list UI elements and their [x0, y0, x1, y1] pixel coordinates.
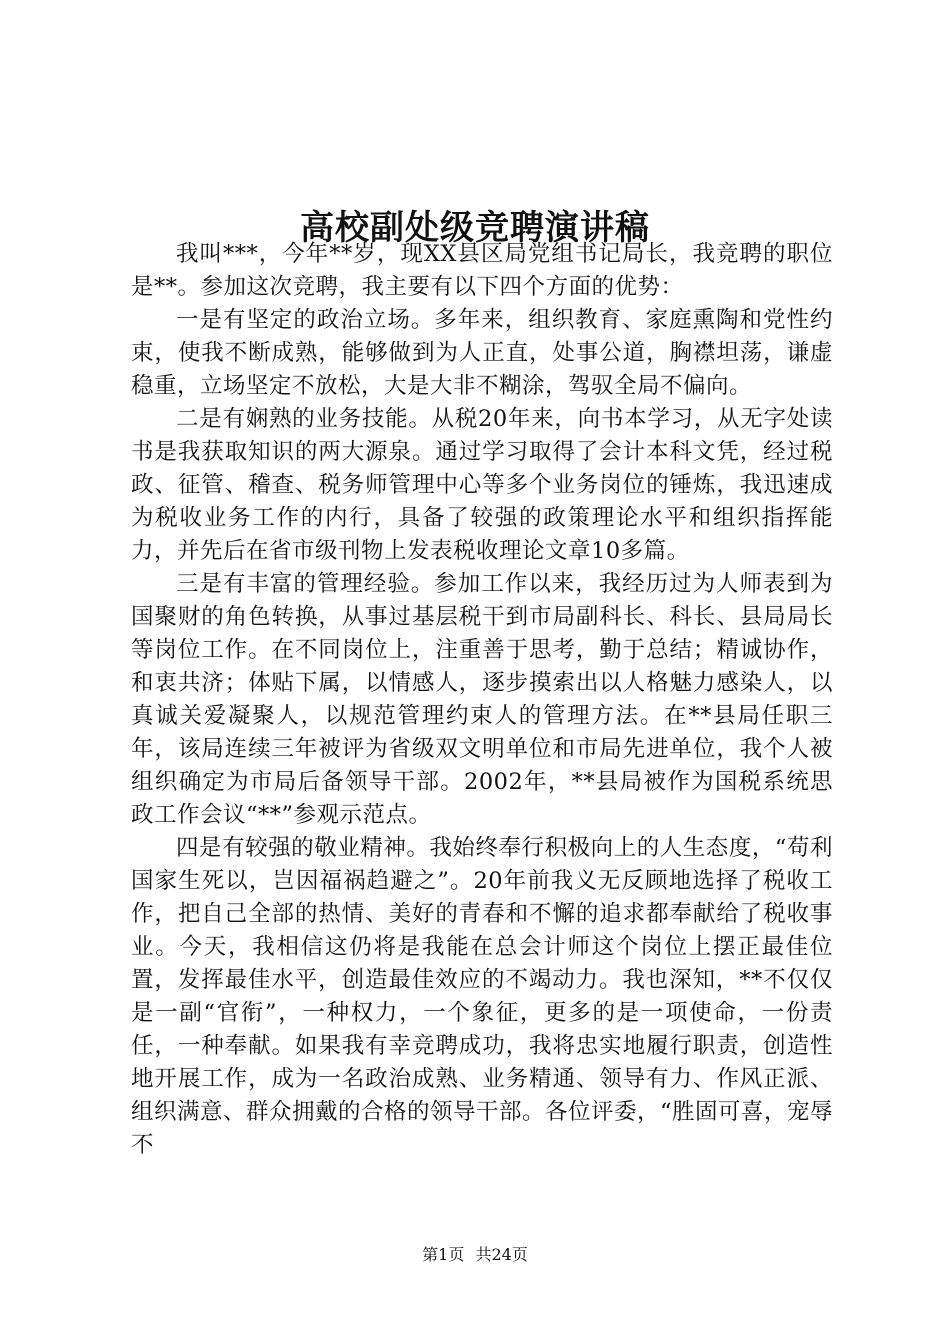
- page-footer: [0, 1244, 950, 1266]
- document-body: [131, 238, 833, 1162]
- paragraph-intro: 我叫***，今年**岁，现XX县区局党组书记局长，我竞聘的职位是**。参加这次竞聘，我主要有以下四个方面的优势：: [131, 241, 833, 300]
- paragraph-business-skills: 二是有娴熟的业务技能。从税20年来，向书本学习，从无字处读书是我获取知识的两大源泉。通过学习取得了会计本科文凭，经过税政、征管、稽查、税务师管理中心等多个业务岗位的锤炼，我迅速成为税收业务工作的内行，具备了较强的政策理论水平和组织指挥能力，并先后在省市级刊物上发表税收理论文章10多篇。: [131, 406, 833, 564]
- page-total: 共24页: [475, 1245, 528, 1264]
- page-number: 第1页: [422, 1245, 465, 1264]
- paragraph-management-experience: 三是有丰富的管理经验。参加工作以来，我经历过为人师表到为国聚财的角色转换，从事过基层税干到市局副科长、科长、县局局长等岗位工作。在不同岗位上，注重善于思考，勤于总结；精诚协作，和衷共济；体贴下属，以情感人，逐步摸索出以人格魅力感染人，以真诚关爱凝聚人，以规范管理约束人的管理方法。在**县局任职三年，该局连续三年被评为省级双文明单位和市局先进单位，我个人被组织确定为市局后备领导干部。2002年，**县局被作为国税系统思政工作会议“**”参观示范点。: [131, 571, 833, 828]
- paragraph-dedication: 四是有较强的敬业精神。我始终奉行积极向上的人生态度，“苟利国家生死以，岂因福祸趋避之”。20年前我义无反顾地选择了税收工作，把自己全部的热情、美好的青春和不懈的追求都奉献给了税收事业。今天，我相信这仍将是我能在总会计师这个岗位上摆正最佳位置，发挥最佳水平，创造最佳效应的不竭动力。我也深知，**不仅仅是一副“官衔”，一种权力，一个象征，更多的是一项使命，一份责任，一种奉献。如果我有幸竞聘成功，我将忠实地履行职责，创造性地开展工作，成为一名政治成熟、业务精通、领导有力、作风正派、组织满意、群众拥戴的合格的领导干部。各位评委，“胜固可喜，宠辱不: [131, 835, 834, 1158]
- paragraph-political-stance: 一是有坚定的政治立场。多年来，组织教育、家庭熏陶和党性约束，使我不断成熟，能够做到为人正直，处事公道，胸襟坦荡，谦虚稳重，立场坚定不放松，大是大非不糊涂，驾驭全局不偏向。: [131, 307, 833, 399]
- document-title: 高校副处级竞聘演讲稿: [300, 207, 650, 248]
